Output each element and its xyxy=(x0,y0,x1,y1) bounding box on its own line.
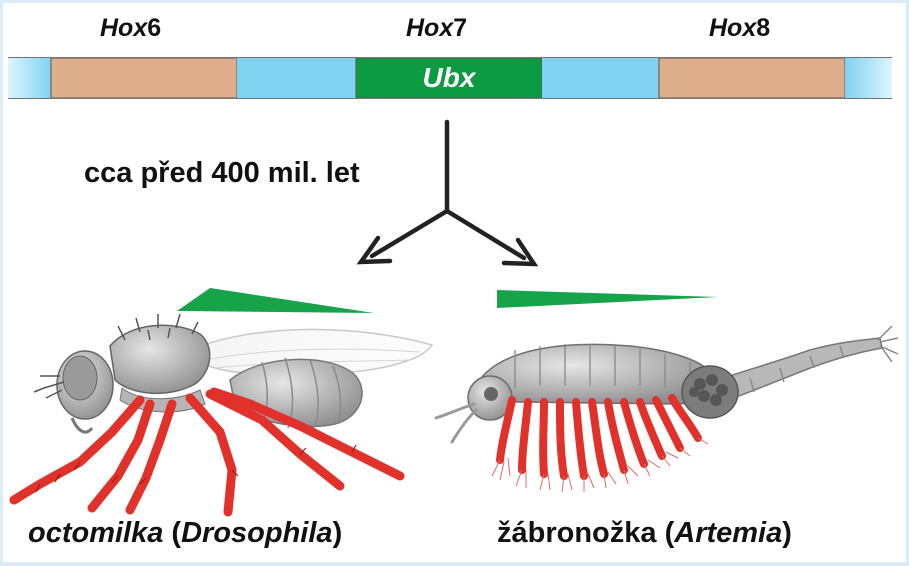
species-latin-name: Drosophila xyxy=(181,517,333,549)
divergence-arrow xyxy=(361,122,534,264)
gene-prefix: Hox xyxy=(406,14,454,42)
fly-compound-eye xyxy=(63,356,97,400)
artemia-illustration xyxy=(436,326,898,492)
species-common-name: octomilka xyxy=(28,517,164,549)
spacer-right-end xyxy=(845,58,892,98)
shrimp-antennae xyxy=(436,404,476,442)
ubx-label: Ubx xyxy=(422,62,476,93)
gene-number: 7 xyxy=(453,14,468,42)
paren-close: ) xyxy=(332,517,343,549)
shrimp-thorax xyxy=(478,344,711,404)
arrow-branch-left xyxy=(372,211,447,256)
paren-open: ( xyxy=(656,517,675,549)
paren-open: ( xyxy=(163,517,182,549)
expression-gradient-brine-shrimp xyxy=(497,290,718,308)
fly-thorax xyxy=(110,325,210,393)
divergence-time-label: cca před 400 mil. let xyxy=(84,157,360,189)
gene-number: 6 xyxy=(147,14,162,42)
gene-number: 8 xyxy=(756,14,771,42)
gene-label-hox7 xyxy=(406,14,467,43)
hox6-block xyxy=(51,58,237,98)
expression-gradient-fly xyxy=(177,288,374,313)
gene-label-hox8 xyxy=(709,14,770,43)
species-common-name: žábronožka xyxy=(497,517,657,549)
hox8-block xyxy=(659,58,845,98)
species-label-artemia xyxy=(497,517,792,550)
gene-label-hox6 xyxy=(100,14,161,43)
spacer-left-end xyxy=(8,58,51,98)
spacer-6-7 xyxy=(237,58,356,98)
arrow-branch-right xyxy=(447,211,524,258)
gene-prefix: Hox xyxy=(100,14,148,42)
spacer-7-8 xyxy=(542,58,659,98)
drosophila-illustration xyxy=(14,314,432,512)
shrimp-eye xyxy=(484,387,498,401)
species-label-drosophila xyxy=(28,517,342,550)
paren-close: ) xyxy=(782,517,792,549)
species-latin-name: Artemia xyxy=(674,517,783,549)
arrowhead-right xyxy=(504,240,534,264)
gene-prefix: Hox xyxy=(709,14,757,42)
